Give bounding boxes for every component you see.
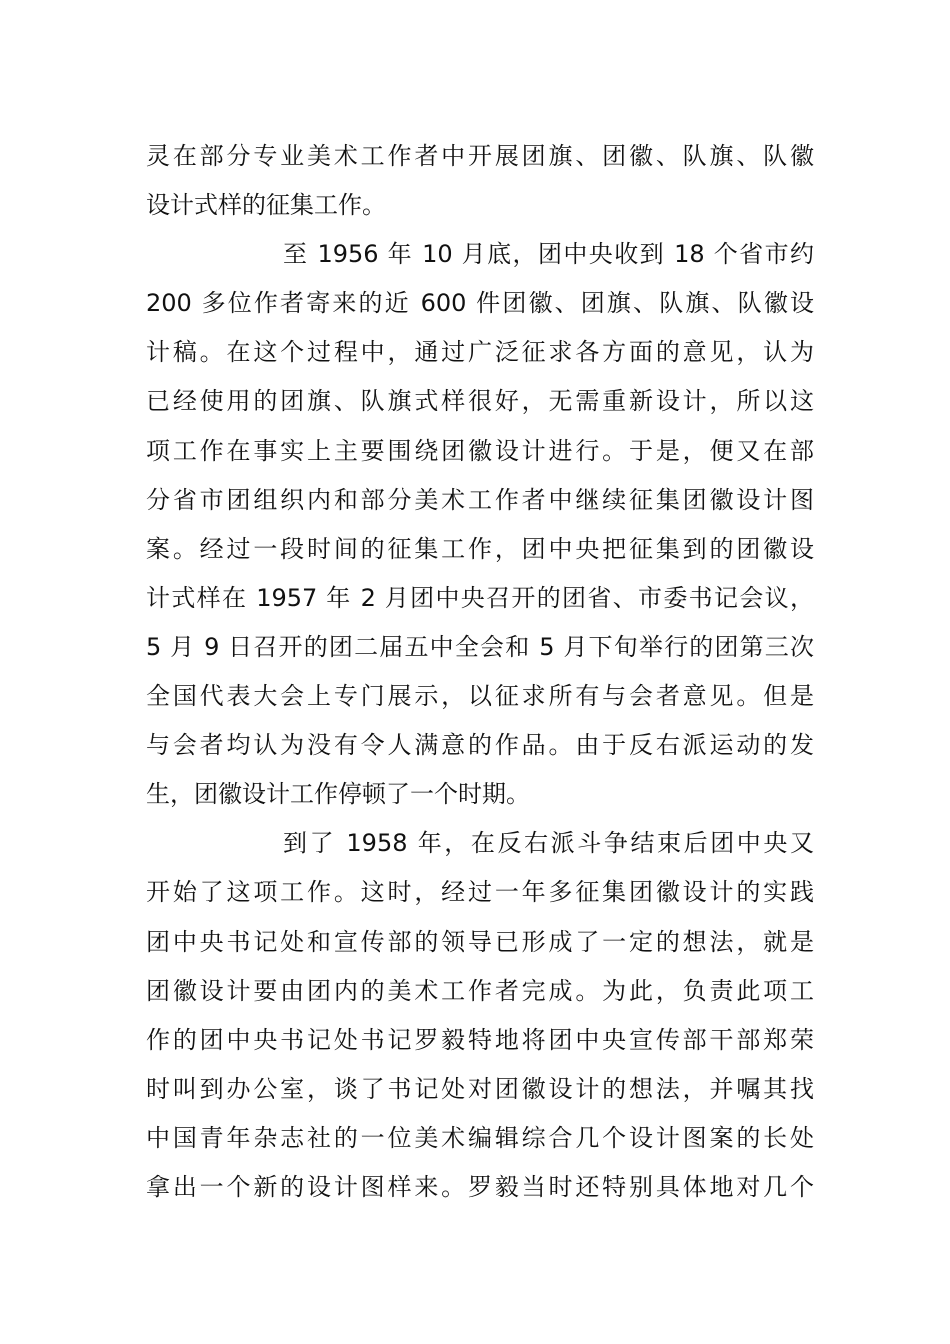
text-line: 中国青年杂志社的一位美术编辑综合几个设计图案的长处 (146, 1123, 814, 1152)
text-line: 与会者均认为没有令人满意的作品。由于反右派运动的发 (146, 731, 814, 760)
text-line: 200 多位作者寄来的近 600 件团徽、团旗、队旗、队徽设 (146, 289, 814, 318)
text-line: 时叫到办公室，谈了书记处对团徽设计的想法，并嘱其找 (146, 1074, 814, 1103)
text-line: 全国代表大会上专门展示，以征求所有与会者意见。但是 (146, 682, 814, 711)
text-line: 5 月 9 日召开的团二届五中全会和 5 月下旬举行的团第三次 (146, 632, 814, 661)
text-line: 作的团中央书记处书记罗毅特地将团中央宣传部干部郑荣 (146, 1025, 814, 1054)
text-line: 团中央书记处和宣传部的领导已形成了一定的想法，就是 (146, 927, 814, 956)
paragraph-start-line: 至 1956 年 10 月底，团中央收到 18 个省市约 (283, 240, 814, 269)
paragraph-start-line: 到了 1958 年，在反右派斗争结束后团中央又 (283, 829, 814, 858)
text-line: 分省市团组织内和部分美术工作者中继续征集团徽设计图 (146, 485, 814, 514)
text-line: 计稿。在这个过程中，通过广泛征求各方面的意见，认为 (146, 338, 814, 367)
text-line: 灵在部分专业美术工作者中开展团旗、团徽、队旗、队徽 (146, 142, 814, 170)
text-line: 案。经过一段时间的征集工作，团中央把征集到的团徽设 (146, 534, 814, 563)
text-line: 已经使用的团旗、队旗式样很好，无需重新设计，所以这 (146, 387, 814, 416)
text-line: 计式样在 1957 年 2 月团中央召开的团省、市委书记会议， (146, 583, 814, 612)
text-line: 团徽设计要由团内的美术工作者完成。为此，负责此项工 (146, 976, 814, 1005)
text-line: 项工作在事实上主要围绕团徽设计进行。于是，便又在部 (146, 436, 814, 465)
text-line: 开始了这项工作。这时，经过一年多征集团徽设计的实践 (146, 878, 814, 907)
text-line: 拿出一个新的设计图样来。罗毅当时还特别具体地对几个 (146, 1172, 814, 1201)
body-text (146, 132, 814, 1212)
text-line: 生，团徽设计工作停顿了一个时期。 (146, 780, 530, 809)
text-line: 设计式样的征集工作。 (146, 191, 386, 220)
